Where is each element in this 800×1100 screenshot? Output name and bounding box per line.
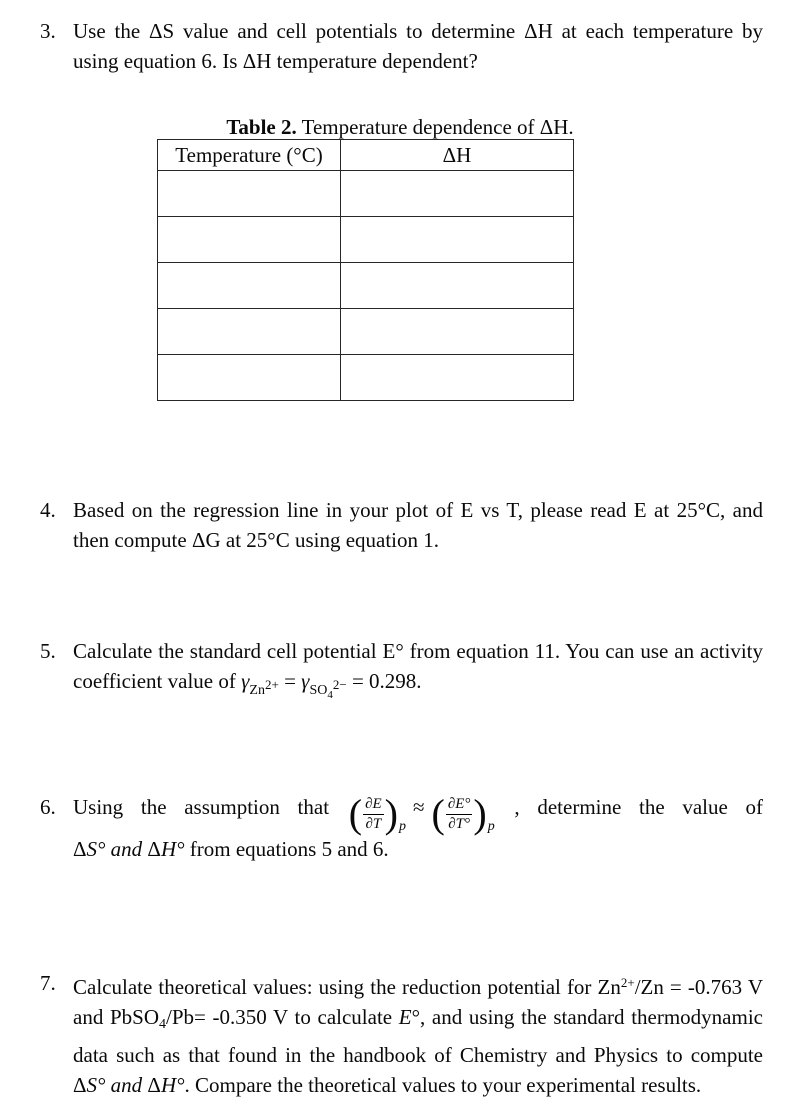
enthalpy-symbol: H° — [160, 1073, 185, 1097]
question-number: 5. — [40, 639, 56, 663]
question-4 — [0, 495, 800, 555]
partial-derivative-expression — [348, 791, 406, 836]
document-page — [0, 16, 800, 1096]
question-text-segment: /Pb= -0.350 V to calculate — [166, 1005, 399, 1029]
table-row — [158, 263, 574, 309]
partial-derivative-expression — [431, 791, 495, 836]
and-word: and — [105, 1073, 148, 1097]
table-header-row — [158, 140, 574, 171]
gamma-symbol: γ — [301, 669, 310, 693]
table-2 — [157, 139, 574, 401]
constant-pressure-subscript: p — [487, 819, 495, 834]
table-header-delta-h: ΔH — [341, 140, 574, 171]
entropy-symbol: S° — [86, 1073, 106, 1097]
zinc-charge-superscript: 2+ — [620, 975, 635, 990]
comma: , — [496, 795, 538, 819]
table-cell — [158, 217, 341, 263]
equals-value: = 0.298. — [346, 669, 422, 693]
table-cell — [341, 263, 574, 309]
fraction-numerator: ∂E — [363, 796, 384, 815]
question-text-segment: Using the assumption that — [73, 795, 347, 819]
question-text-segment: from equations 5 and 6. — [184, 837, 389, 861]
table-cell — [341, 217, 574, 263]
constant-pressure-subscript: p — [398, 819, 406, 834]
question-text-segment: °, and using the standard thermodynamic data such as that found in the handbook of Chemistry and Physics to compute — [73, 1005, 763, 1067]
close-paren: ) — [473, 791, 487, 836]
gamma-symbol: γ — [241, 669, 250, 693]
question-3 — [0, 16, 800, 76]
question-text-segment: /Zn = -0.763 V and PbSO — [73, 975, 763, 1029]
delta-symbol: Δ — [147, 1073, 161, 1097]
question-text: Based on the regression line in your plot of E vs T, please read E at 25°C, and then compute ΔG at 25°C using equation 1. — [73, 498, 763, 552]
question-number: 4. — [40, 498, 56, 522]
question-text-segment: determine the value of — [537, 795, 763, 819]
table-title — [0, 115, 800, 139]
table-row — [158, 309, 574, 355]
question-text: Use the ΔS value and cell potentials to determine ΔH at each temperature by using equation 6. Is ΔH temperature dependent? — [73, 19, 763, 73]
question-text — [73, 792, 763, 864]
and-word: and — [105, 837, 148, 861]
table-title-label: Table 2. — [226, 115, 297, 139]
table-cell — [341, 355, 574, 401]
gamma-superscript-2plus: 2+ — [264, 677, 279, 692]
fraction-denominator: ∂T° — [448, 815, 470, 832]
table-header-temperature: Temperature (°C) — [158, 140, 341, 171]
close-paren: ) — [384, 791, 398, 836]
fraction — [446, 796, 473, 833]
gamma-superscript-2minus: 2− — [332, 677, 347, 692]
table-cell — [158, 263, 341, 309]
table-cell — [158, 309, 341, 355]
question-line — [73, 834, 763, 864]
delta-symbol: Δ — [147, 837, 161, 861]
question-text — [73, 968, 763, 1100]
question-text-segment: . Compare the theoretical values to your experimental results. — [184, 1073, 702, 1097]
fraction — [363, 796, 384, 833]
table-cell — [158, 355, 341, 401]
standard-potential-symbol: E — [398, 1005, 412, 1029]
delta-symbol: Δ — [73, 837, 87, 861]
question-number: 7. — [40, 971, 56, 995]
table-cell — [158, 171, 341, 217]
delta-symbol: Δ — [73, 1073, 87, 1097]
table-title-caption: Temperature dependence of ΔH. — [296, 115, 574, 139]
table-row — [158, 355, 574, 401]
question-7 — [0, 968, 800, 1100]
gamma-subscript-zn: Zn — [249, 683, 265, 698]
table-row — [158, 171, 574, 217]
sulfate-subscript: 4 — [159, 1017, 167, 1032]
question-number: 6. — [40, 795, 56, 819]
question-line — [73, 792, 763, 834]
question-5 — [0, 636, 800, 710]
enthalpy-symbol: H° — [160, 837, 185, 861]
table-row — [158, 217, 574, 263]
gamma-subscript-so: SO — [309, 683, 328, 698]
approx-symbol: ≈ — [412, 795, 425, 819]
open-paren: ( — [431, 791, 445, 836]
question-text-segment: Calculate the standard cell potential E° from equation 11. You can use an activity coefficient value of — [73, 639, 763, 693]
table-cell — [341, 309, 574, 355]
fraction-numerator: ∂E° — [446, 796, 473, 815]
table-cell — [341, 171, 574, 217]
question-number: 3. — [40, 19, 56, 43]
question-text — [73, 636, 763, 710]
question-6 — [0, 792, 800, 864]
fraction-denominator: ∂T — [365, 815, 382, 832]
question-text-segment: Calculate theoretical values: using the reduction potential for Zn — [73, 975, 621, 999]
equals-sign: = — [278, 669, 302, 693]
open-paren: ( — [348, 791, 363, 836]
entropy-symbol: S° — [86, 837, 106, 861]
gamma-subscript-4: 4 — [327, 689, 333, 701]
